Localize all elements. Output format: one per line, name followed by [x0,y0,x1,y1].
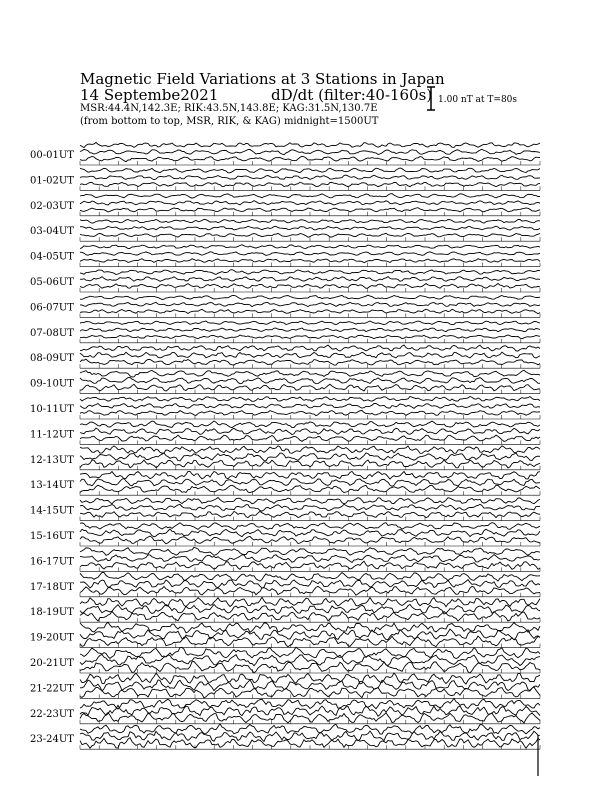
trace-rik [80,378,540,384]
trace-kag [80,460,540,468]
hour-label: 20-21UT [30,658,74,669]
trace-rik [80,478,540,486]
trace-msr [80,698,540,709]
hour-label: 16-17UT [30,556,74,568]
trace-rik [80,302,540,306]
trace-rik [80,201,540,205]
trace-rik [80,529,540,537]
trace-msr [80,523,540,530]
trace-rik [80,175,540,180]
hour-label: 19-20UT [30,632,74,644]
trace-msr [80,245,540,249]
hour-label: 11-12UT [30,429,74,441]
hour-label: 21-22UT [30,683,74,695]
trace-kag [80,411,540,416]
hour-label: 17-18UT [30,581,74,593]
hour-label: 05-06UT [30,277,74,288]
trace-kag [80,182,540,186]
trace-msr [80,471,540,479]
trace-msr [80,397,540,402]
trace-msr [80,370,540,377]
trace-msr [80,345,540,351]
trace-kag [80,335,540,339]
trace-msr [80,421,540,428]
hour-label: 22-23UT [30,708,74,720]
trace-msr [80,219,540,223]
chart-title: Magnetic Field Variations at 3 Stations in Japan [80,70,445,88]
trace-rik [80,655,540,666]
trace-msr [80,295,540,299]
hour-label: 02-03UT [30,200,74,212]
chart-date: 14 Septembe2021 [80,86,219,104]
hour-label: 04-05UT [30,251,74,263]
chart-mode: dD/dt (filter:40-160s) [271,86,433,104]
trace-msr [80,143,540,148]
trace-rik [80,328,540,332]
trace-rik [80,428,540,435]
trace-rik [80,352,540,358]
trace-kag [80,284,540,289]
trace-rik [80,605,540,615]
trace-msr [80,547,540,555]
hour-label: 10-11UT [30,404,74,415]
trace-msr [80,270,540,275]
trace-order-note: (from bottom to top, MSR, RIK, & KAG) midnight=1500UT [80,116,379,127]
trace-msr [80,321,540,325]
trace-rik [80,149,540,154]
hour-label: 01-02UT [30,175,74,187]
trace-rik [80,226,540,230]
hour-label: 09-10UT [30,378,74,390]
trace-msr [80,673,540,684]
trace-rik [80,252,540,256]
hour-label: 06-07UT [30,302,74,314]
trace-kag [80,259,540,263]
trace-kag [80,233,540,237]
trace-kag [80,156,540,162]
trace-msr [80,194,540,199]
hour-label: 07-08UT [30,327,74,339]
trace-msr [80,498,540,504]
hour-label: 08-09UT [30,353,74,365]
trace-msr [80,724,540,734]
trace-msr [80,446,540,454]
trace-kag [80,208,540,212]
trace-rik [80,277,540,282]
trace-rik [80,453,540,461]
hour-label: 00-01UT [30,150,74,161]
trace-rik [80,731,540,741]
station-coordinates: MSR:44.4N,142.3E; RIK:43.5N,143.8E; KAG:31.5N,130.7E [80,103,378,114]
trace-rik [80,504,540,511]
trace-rik [80,555,540,563]
trace-rik [80,403,540,408]
hour-label: 18-19UT [30,607,74,619]
trace-msr [80,168,540,173]
trace-kag [80,309,540,313]
hour-label: 12-13UT [30,454,74,466]
hour-label: 03-04UT [30,226,74,238]
hour-label: 14-15UT [30,505,74,517]
hour-label: 13-14UT [30,480,74,492]
scale-bar-label: 1.00 nT at T=80s [438,95,518,105]
trace-msr [80,573,540,582]
hour-label: 15-16UT [30,531,74,542]
trace-msr [80,597,540,607]
hour-label: 23-24UT [30,734,74,746]
